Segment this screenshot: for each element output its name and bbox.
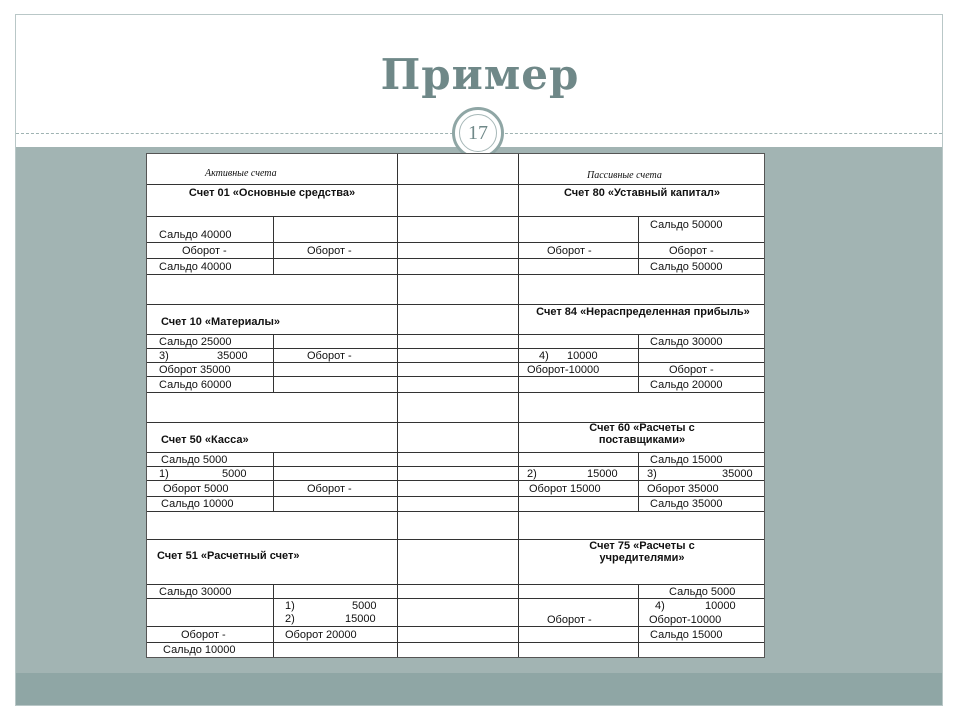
- account-75-entry-amount: 10000: [705, 600, 736, 612]
- account-10-title: Счет 10 «Материалы»: [161, 316, 281, 328]
- account-50-entry-amount: 5000: [222, 468, 247, 480]
- account-75-credit-turnover: Оборот-10000: [649, 614, 722, 626]
- account-50-closing-balance: Сальдо 10000: [161, 498, 234, 510]
- account-60-debit-turnover: Оборот 15000: [529, 483, 601, 495]
- account-84-entry-ref: 4): [539, 350, 549, 362]
- account-50-credit-turnover: Оборот -: [307, 483, 352, 495]
- account-10-closing-balance: Сальдо 60000: [159, 379, 232, 391]
- account-01-closing-balance: Сальдо 40000: [159, 261, 232, 273]
- account-60-credit-entry-ref: 3): [647, 468, 657, 480]
- passive-accounts-header: Пассивные счета: [587, 170, 662, 181]
- account-50-title: Счет 50 «Касса»: [161, 434, 249, 446]
- account-60-title: Счет 60 «Расчеты с поставщиками»: [589, 422, 695, 446]
- account-10-credit-turnover: Оборот -: [307, 350, 352, 362]
- account-80-opening-balance: Сальдо 50000: [650, 219, 723, 231]
- slide-title: Пример: [380, 50, 580, 99]
- account-10-entry-ref: 3): [159, 350, 169, 362]
- account-75-entry-ref: 4): [655, 600, 665, 612]
- account-51-debit-turnover: Оборот -: [181, 629, 226, 641]
- account-51-entry-2-ref: 2): [285, 613, 295, 625]
- page-number-badge: [452, 107, 504, 159]
- account-01-title: Счет 01 «Основные средства»: [188, 187, 356, 199]
- account-60-entry-amount: 15000: [587, 468, 618, 480]
- active-accounts-header: Активные счета: [205, 168, 277, 179]
- account-80-credit-turnover: Оборот -: [669, 245, 714, 257]
- account-51-title: Счет 51 «Расчетный счет»: [157, 550, 300, 562]
- account-51-entry-1-ref: 1): [285, 600, 295, 612]
- account-75-closing-balance: Сальдо 15000: [650, 629, 723, 641]
- account-01-debit-turnover: Оборот -: [182, 245, 227, 257]
- account-60-opening-balance: Сальдо 15000: [650, 454, 723, 466]
- account-60-credit-entry-amount: 35000: [722, 468, 753, 480]
- account-84-closing-balance: Сальдо 20000: [650, 379, 723, 391]
- account-84-debit-turnover: Оборот-10000: [527, 364, 600, 376]
- account-51-credit-turnover: Оборот 20000: [285, 629, 357, 641]
- account-10-debit-turnover: Оборот 35000: [159, 364, 231, 376]
- account-50-debit-turnover: Оборот 5000: [163, 483, 229, 495]
- account-01-credit-turnover: Оборот -: [307, 245, 352, 257]
- footer-band: [16, 673, 942, 705]
- account-01-opening-balance: Сальдо 40000: [159, 229, 232, 241]
- account-10-opening-balance: Сальдо 25000: [159, 336, 232, 348]
- account-84-opening-balance: Сальдо 30000: [650, 336, 723, 348]
- account-75-title: Счет 75 «Расчеты с учредителями»: [589, 540, 695, 564]
- account-75-opening-balance: Сальдо 5000: [669, 586, 736, 598]
- account-50-opening-balance: Сальдо 5000: [161, 454, 228, 466]
- account-80-closing-balance: Сальдо 50000: [650, 261, 723, 273]
- account-51-closing-balance: Сальдо 10000: [163, 644, 236, 656]
- account-51-opening-balance: Сальдо 30000: [159, 586, 232, 598]
- account-60-credit-turnover: Оборот 35000: [647, 483, 719, 495]
- account-80-debit-turnover: Оборот -: [547, 245, 592, 257]
- account-10-entry-amount: 35000: [217, 350, 248, 362]
- account-60-entry-ref: 2): [527, 468, 537, 480]
- page-number: 17: [459, 114, 497, 152]
- account-75-debit-turnover: Оборот -: [547, 614, 592, 626]
- account-80-title: Счет 80 «Уставный капитал»: [563, 187, 721, 199]
- account-60-closing-balance: Сальдо 35000: [650, 498, 723, 510]
- account-84-credit-turnover: Оборот -: [669, 364, 714, 376]
- account-51-entry-2-amount: 15000: [345, 613, 376, 625]
- account-50-entry-ref: 1): [159, 468, 169, 480]
- accounts-table: [146, 153, 765, 658]
- account-84-title: Счет 84 «Нераспределенная прибыль»: [536, 306, 750, 318]
- account-84-entry-amount: 10000: [567, 350, 598, 362]
- account-51-entry-1-amount: 5000: [352, 600, 377, 612]
